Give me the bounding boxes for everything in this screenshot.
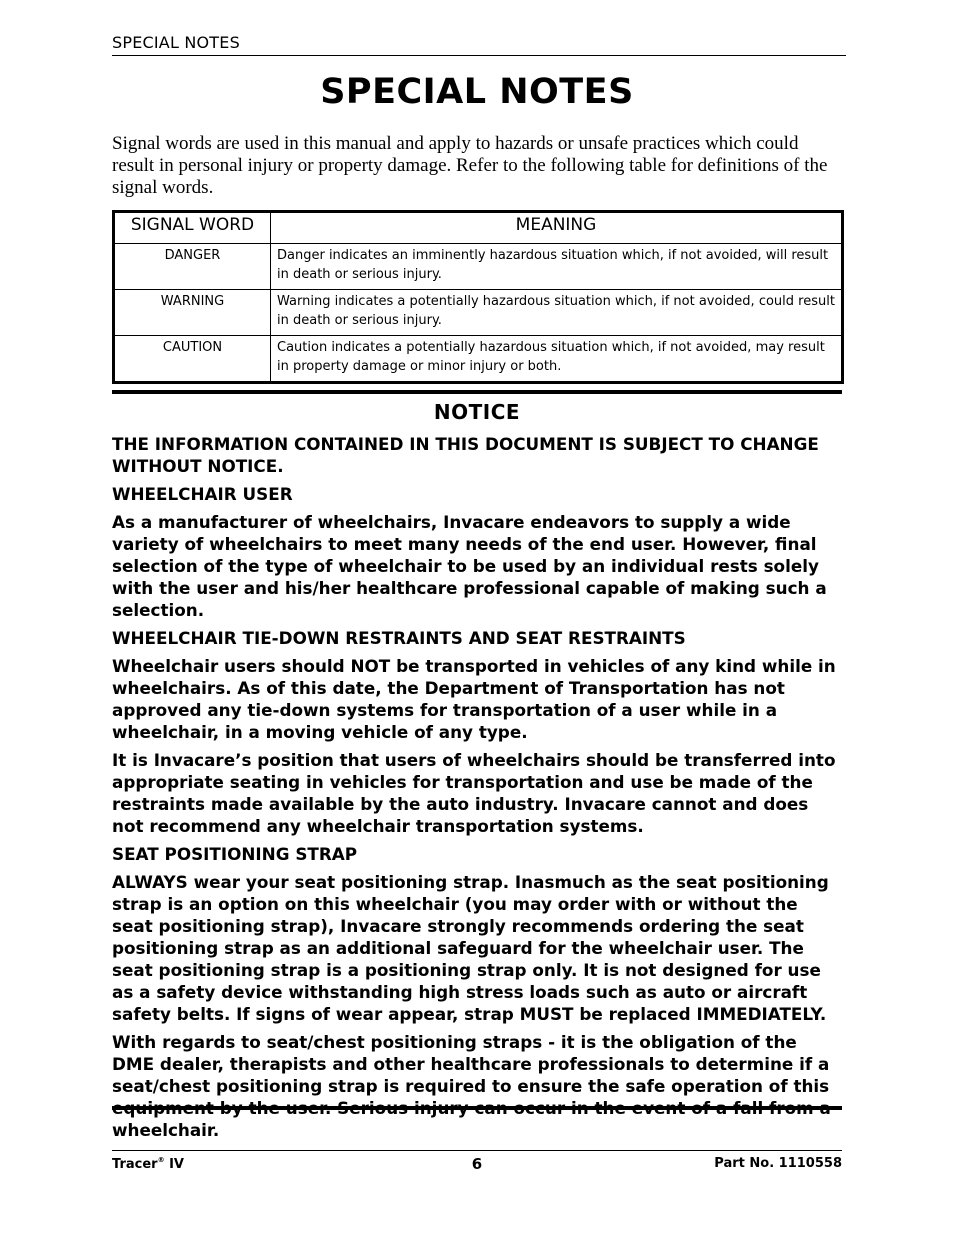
- strap-heading: SEAT POSITIONING STRAP: [112, 844, 358, 864]
- notice-bottom-rule: [112, 1106, 842, 1110]
- registered-mark: ®: [157, 1156, 165, 1164]
- signal-word-cell: CAUTION: [114, 336, 271, 383]
- table-row: [114, 336, 843, 383]
- tiedown-paragraph: Wheelchair users should NOT be transported in vehicles of any kind while in wheelchairs. As of this date, the Department of Transportation has not approved any tie-down systems for transportation of a user while in a wheelchair, in a moving vehicle of any type.: [112, 656, 836, 742]
- table-row: [114, 244, 843, 290]
- page-number: 6: [471, 1155, 483, 1173]
- signal-word-cell: WARNING: [114, 290, 271, 336]
- product-name: Tracer® IV: [112, 1156, 184, 1172]
- wheelchair-user-paragraph: As a manufacturer of wheelchairs, Invacare endeavors to supply a wide variety of wheelchairs to meet many needs of the end user. However, final selection of the type of wheelchair to be used by an individual rests solely with the user and his/her healthcare professional capable of making such a selection.: [112, 512, 827, 620]
- wheelchair-user-heading: WHEELCHAIR USER: [112, 484, 293, 504]
- part-number: Part No. 1110558: [714, 1156, 842, 1171]
- notice-top-rule: [112, 390, 842, 394]
- meaning-cell: Danger indicates an imminently hazardous situation which, if not avoided, will result in death or serious injury.: [271, 244, 843, 290]
- running-header: SPECIAL NOTES: [112, 33, 240, 52]
- strap-obligation-paragraph: With regards to seat/chest positioning straps - it is the obligation of the DME dealer, therapists and other healthcare professionals to determine if a seat/chest positioning strap is required to ensure the safe operation of this wheelchair.: [112, 1032, 830, 1140]
- page-title: SPECIAL NOTES: [320, 72, 634, 112]
- signal-words-table: [112, 210, 844, 384]
- column-header-signal-word: SIGNAL WORD: [114, 212, 271, 244]
- header-rule: [112, 55, 846, 56]
- tiedown-position-paragraph: It is Invacare’s position that users of wheelchairs should be transferred into appropriate seating in vehicles for transportation and use be made of the restraints made available by the auto industry. Invacare cannot and does not recommend any wheelchair transportation systems.: [112, 750, 836, 836]
- footer-rule: [112, 1150, 842, 1151]
- intro-paragraph: Signal words are used in this manual and apply to hazards or unsafe practices which could result in personal injury or property damage. Refer to the following table for definitions of the signal words.: [112, 133, 828, 198]
- tiedown-heading: WHEELCHAIR TIE-DOWN RESTRAINTS AND SEAT RESTRAINTS: [112, 628, 686, 648]
- meaning-cell: Caution indicates a potentially hazardous situation which, if not avoided, may result in property damage or minor injury or both.: [271, 336, 843, 383]
- notice-section: [112, 398, 842, 1147]
- meaning-cell: Warning indicates a potentially hazardous situation which, if not avoided, could result in death or serious injury.: [271, 290, 843, 336]
- column-header-meaning: MEANING: [271, 212, 843, 244]
- signal-word-cell: DANGER: [114, 244, 271, 290]
- strap-paragraph: ALWAYS wear your seat positioning strap. Inasmuch as the seat positioning strap is an option on this wheelchair (you may order with or without the seat positioning strap), Invacare strongly recommends ordering the seat positioning strap as an additional safeguard for the wheelchair user. The seat positioning strap is a positioning strap only. It is not designed for use as a safety device withstanding high stress loads such as auto or aircraft safety belts. If signs of wear appear, strap MUST be replaced IMMEDIATELY.: [112, 872, 829, 1024]
- change-notice: THE INFORMATION CONTAINED IN THIS DOCUMENT IS SUBJECT TO CHANGE WITHOUT NOTICE.: [112, 434, 819, 476]
- table-header-row: [114, 212, 843, 244]
- notice-title: NOTICE: [433, 400, 521, 424]
- table-row: [114, 290, 843, 336]
